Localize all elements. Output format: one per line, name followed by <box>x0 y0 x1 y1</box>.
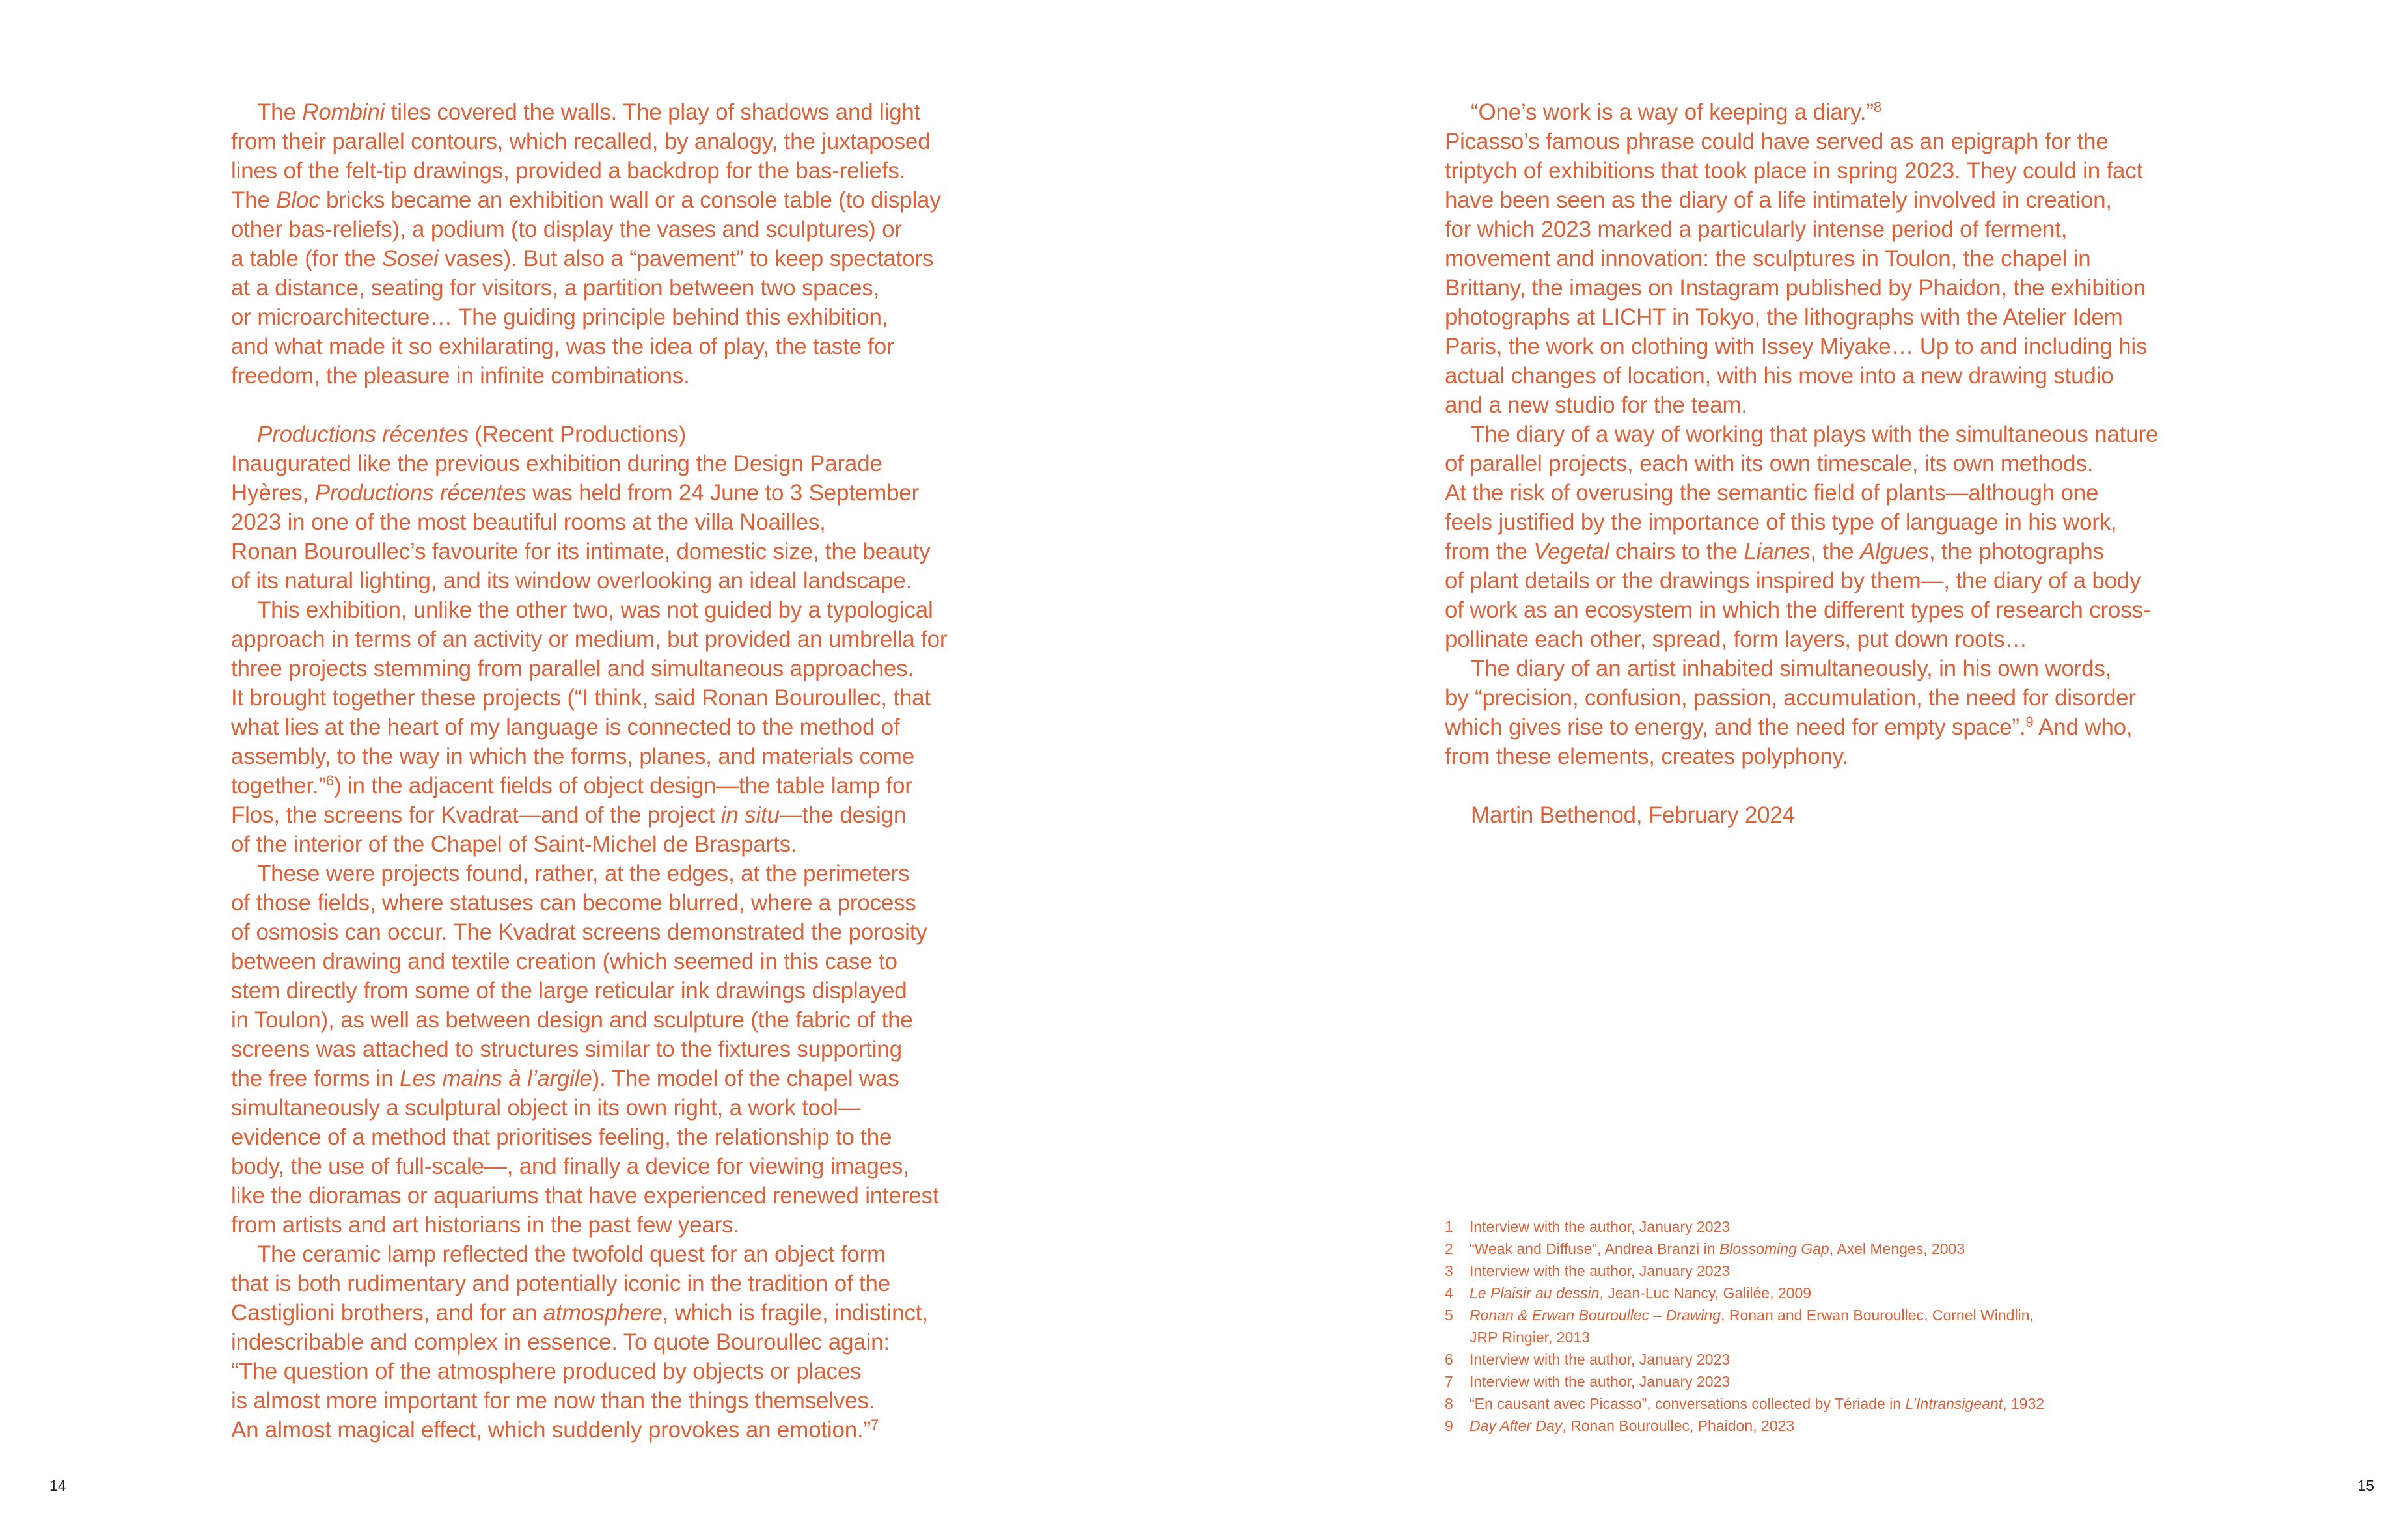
right-page <box>1204 0 2408 1537</box>
paragraph-edges: These were projects found, rather, at the edges, at the perimeters of those fields, where statuses can become blurred, where a process of osmosis can occur. The Kvadrat screens demonstrated the porosity between drawing and textile creation (which seemed in this case to stem directly from some of the large reticular ink drawings displayed in Toulon), as well as between design and sculpture (the fabric of the screens was attached to structures similar to the fixtures supporting the free forms in Les mains à l’argile). The model of the chapel was simultaneously a sculptural object in its own right, a work tool— evidence of a method that prioritises feeling, the relationship to the body, the use of full-scale—, and finally a device for viewing images, like the dioramas or aquariums that have experienced renewed interest from artists and art historians in the past few years. <box>231 861 939 1238</box>
page-number: 15 <box>2357 1477 2374 1494</box>
paragraph-quote: “One’s work is a way of keeping a diary.”$^8$ <box>1471 99 1881 125</box>
footnote-ref: 9 <box>2025 714 2034 730</box>
footnote-item: 7 Interview with the author, January 2023 <box>1445 1373 1731 1390</box>
paragraph-picasso: Picasso’s famous phrase could have served as an epigraph for the triptych of exhibitions that took place in spring 2023. They could in fact have been seen as the diary of a life intimately involved in creation, for which 2023 marked a particularly intense period of ferment, movement and innovation: the sculptures in Toulon, the chapel in Brittany, the images on Instagram published by Phaidon, the exhibition photographs at LICHT in Tokyo, the lithographs with the Atelier Idem Paris, the work on clothing with Issey Miyake… Up to and including his actual changes of location, with his move into a new drawing studio and a new studio for the team. <box>1445 129 2148 418</box>
footnote-item: 1 Interview with the author, January 2023 <box>1445 1218 1731 1235</box>
right-text-column <box>1445 98 2206 830</box>
footnote-item: 6 Interview with the author, January 2023 <box>1445 1351 1731 1368</box>
footnote-ref: 7 <box>871 1417 879 1433</box>
footnote-ref: 6 <box>325 772 334 789</box>
footnote-item: 2 “Weak and Diffuse”, Andrea Branzi in Blossoming Gap, Axel Menges, 2003 <box>1445 1240 1965 1257</box>
footnote-ref: 8 <box>1873 99 1881 115</box>
footnote-item: 5 Ronan & Erwan Bouroullec – Drawing, Ronan and Erwan Bouroullec, Cornel Windlin, JRP Ringier, 2013 <box>1445 1307 2034 1346</box>
footnote-item: 4 Le Plaisir au dessin, Jean-Luc Nancy, Galilée, 2009 <box>1445 1285 1812 1301</box>
left-text-column <box>231 98 992 1445</box>
footnote-item: 3 Interview with the author, January 2023 <box>1445 1262 1731 1279</box>
footnote-item: 9 Day After Day, Ronan Bouroullec, Phaidon, 2023 <box>1445 1417 1795 1434</box>
footnote-item: 8 “En causant avec Picasso”, conversations collected by Tériade in L’Intransigeant, 1932 <box>1445 1395 2045 1412</box>
section-heading: Productions récentes (Recent Productions) <box>257 422 687 447</box>
signature: Martin Bethenod, February 2024 <box>1471 802 1795 828</box>
paragraph-ceramic-lamp: The ceramic lamp reflected the twofold quest for an object form that is both rudimentary and potentially iconic in the tradition of the Castiglioni brothers, and for an atmosphere, which is fragile, indistinct, indescribable and complex in essence. To quote Bouroullec again: “The question of the atmosphere produced by objects or places is almost more important for me now than the things themselves. An almost magical effect, which suddenly provokes an emotion.”$^7$ <box>231 1242 928 1443</box>
paragraph-exhibition: This exhibition, unlike the other two, was not guided by a typological approach in terms of an activity or medium, but provided an umbrella for three projects stemming from parallel and simultaneous approaches. It brought together these projects (“I think, said Ronan Bouroullec, that what lies at the heart of my language is connected to the method of assembly, to the way in which the forms, planes, and materials come together.”$^6$) in the adjacent fields of object design—the table lamp for Flos, the screens for Kvadrat—and of the project in situ—the design of the interior of the Chapel of Saint-Michel de Brasparts. <box>231 597 948 857</box>
footnotes-list <box>1445 1216 2161 1437</box>
paragraph-diary-working: The diary of a way of working that plays with the simultaneous nature of parallel projects, each with its own timescale, its own methods. At the risk of overusing the semantic field of plants—although one feels justified by the importance of this type of language in his work, from the Vegetal chairs to the Lianes, the Algues, the photographs of plant details or the drawings inspired by them—, the diary of a body of work as an ecosystem in which the different types of research cross- pollinate each other, spread, form layers, put down roots… <box>1445 422 2159 652</box>
paragraph-diary-artist: The diary of an artist inhabited simultaneously, in his own words, by “precision, confusion, passion, accumulation, the need for disorder which gives rise to energy, and the need for empty space”.$^9$ And who, from these elements, creates polyphony. <box>1445 656 2136 769</box>
page-number: 14 <box>49 1477 66 1494</box>
paragraph-inaugurated: Inaugurated like the previous exhibition during the Design Parade Hyères, Productions récentes was held from 24 June to 3 September 2023 in one of the most beautiful rooms at the villa Noailles, Ronan Bouroullec’s favourite for its intimate, domestic size, the beauty of its natural lighting, and its window overlooking an ideal landscape. <box>231 451 931 593</box>
paragraph-rombini: The Rombini tiles covered the walls. The play of shadows and light from their parallel contours, which recalled, by analogy, the juxtaposed lines of the felt-tip drawings, provided a backdrop for the bas-reliefs. The Bloc bricks became an exhibition wall or a console table (to display other bas-reliefs), a podium (to display the vases and sculptures) or a table (for the Sosei vases). But also a “pavement” to keep spectators at a distance, seating for visitors, a partition between two spaces, or microarchitecture… The guiding principle behind this exhibition, and what made it so exhilarating, was the idea of play, the taste for freedom, the pleasure in infinite combinations. <box>231 100 941 388</box>
